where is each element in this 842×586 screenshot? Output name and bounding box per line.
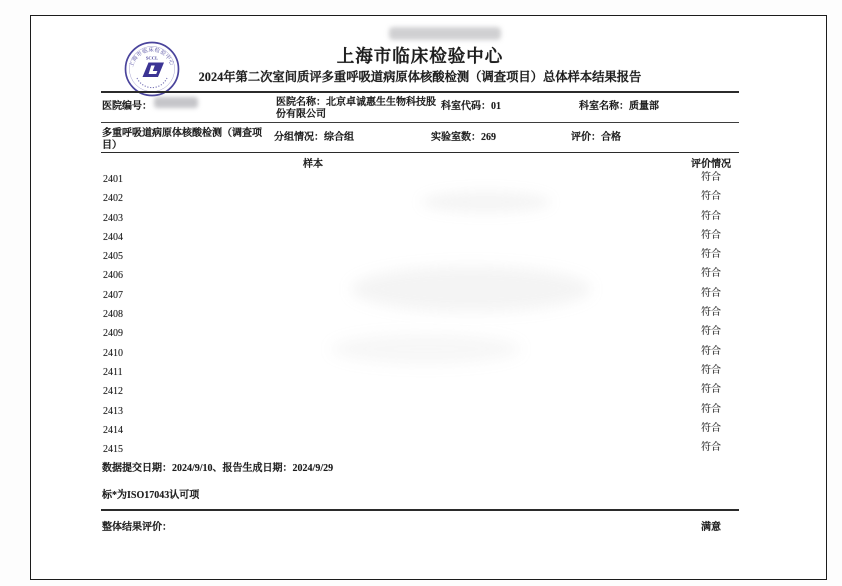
sample-result: 符合 — [701, 268, 721, 280]
table-row — [101, 207, 739, 226]
seal-arc-text: 上海市临床检验中心 — [128, 47, 175, 68]
sample-result: 符合 — [701, 307, 721, 319]
table-row — [101, 264, 739, 283]
sample-result: 符合 — [701, 384, 721, 396]
sample-result: 符合 — [701, 229, 721, 241]
table-row — [101, 342, 739, 361]
table-row — [101, 226, 739, 245]
organization-name: 上海市临床检验中心 — [336, 46, 504, 66]
table-row — [101, 303, 739, 322]
dept-code-value: 01 — [491, 101, 501, 112]
sample-result: 符合 — [701, 422, 721, 434]
evaluation-label: 评价： — [571, 132, 601, 143]
group-info — [274, 128, 354, 143]
hospital-no-label: 医院编号： — [102, 101, 152, 112]
hospital-name — [276, 97, 441, 121]
seal-abbr-text: SCCL — [145, 55, 159, 61]
table-row — [101, 284, 739, 303]
evaluation — [571, 128, 621, 143]
sample-result: 符合 — [701, 345, 721, 357]
sample-id: 2401 — [103, 174, 123, 185]
hospital-name-label: 医院名称： — [276, 97, 326, 108]
sample-result: 符合 — [701, 403, 721, 415]
hospital-no-redacted-value — [154, 97, 198, 108]
lab-count-value: 269 — [481, 132, 496, 143]
sample-id: 2405 — [103, 251, 123, 263]
sample-column-header: 样本 — [303, 159, 323, 170]
report-page — [30, 15, 827, 580]
sample-result: 符合 — [701, 172, 721, 183]
sample-id: 2415 — [103, 444, 123, 456]
hospital-name-value: 北京卓诚惠生生物科技股份有限公司 — [276, 97, 436, 121]
table-row — [101, 438, 739, 457]
report-title: 2024年第二次室间质评多重呼吸道病原体核酸检测（调查项目）总体样本结果报告 — [198, 70, 642, 84]
sample-result: 符合 — [701, 364, 721, 376]
table-row — [101, 168, 739, 187]
sample-id: 2411 — [103, 366, 123, 378]
sample-id: 2413 — [103, 405, 123, 417]
group-value: 综合组 — [324, 132, 354, 143]
table-row — [101, 245, 739, 264]
sample-result: 符合 — [701, 191, 721, 203]
table-row — [101, 380, 739, 399]
project-name: 多重呼吸道病原体核酸检测（调查项目） — [102, 128, 262, 152]
header-divider — [101, 91, 739, 93]
table-row — [101, 322, 739, 341]
dept-name-value: 质量部 — [629, 101, 659, 112]
table-top-divider — [101, 152, 739, 153]
dept-name-label: 科室名称： — [579, 101, 629, 112]
footer-divider — [101, 509, 739, 511]
table-row — [101, 400, 739, 419]
table-row — [101, 361, 739, 380]
sample-id: 2407 — [103, 289, 123, 301]
sample-id: 2402 — [103, 193, 123, 205]
sample-id: 2406 — [103, 270, 123, 282]
dates-line: 数据提交日期：2024/9/10、报告生成日期：2024/9/29 — [102, 463, 334, 474]
redaction-smudge — [389, 27, 501, 40]
iso-note: 标*为ISO17043认可项 — [102, 490, 200, 501]
dept-code-label: 科室代码： — [441, 101, 491, 112]
sample-result: 符合 — [701, 442, 721, 454]
evaluation-value: 合格 — [601, 132, 621, 143]
sample-id: 2404 — [103, 231, 123, 243]
sample-id: 2414 — [103, 424, 123, 436]
lab-count — [431, 128, 496, 143]
dept-code — [441, 97, 501, 112]
sample-rows — [101, 168, 739, 457]
overall-evaluation-value: 满意 — [701, 522, 721, 533]
dept-name — [579, 97, 659, 112]
sample-id: 2408 — [103, 309, 123, 321]
sample-id: 2410 — [103, 347, 123, 359]
sample-id: 2403 — [103, 212, 123, 224]
sample-result: 符合 — [701, 210, 721, 222]
overall-evaluation-label: 整体结果评价： — [102, 522, 172, 533]
lab-count-label: 实验室数： — [431, 132, 481, 143]
table-row — [101, 187, 739, 206]
sample-result: 符合 — [701, 326, 721, 338]
sample-id: 2412 — [103, 386, 123, 398]
sample-result: 符合 — [701, 249, 721, 261]
table-row — [101, 419, 739, 438]
sample-id: 2409 — [103, 328, 123, 340]
group-label: 分组情况： — [274, 132, 324, 143]
sample-result: 符合 — [701, 287, 721, 299]
result-column-header: 评价情况 — [691, 159, 731, 170]
info-divider — [101, 122, 739, 123]
